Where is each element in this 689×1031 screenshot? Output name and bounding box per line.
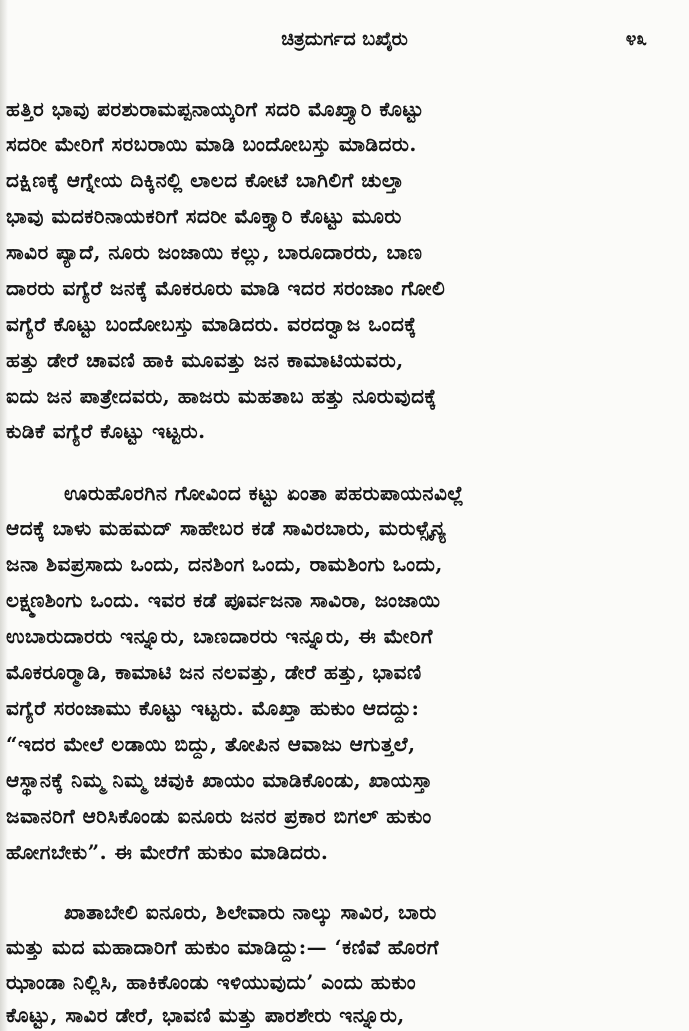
- text-line: ಹತ್ತಿರ ಭಾವು ಪರಶುರಾಮಪ್ಪನಾಯ್ಕರಿಗೆ ಸದರಿ ಮೊಖ್ತ್ಯಾರಿ ಕೊಟ್ಟು: [6, 97, 424, 121]
- text-line: ಮತ್ತು ಮದ ಮಹಾದಾರಿಗೆ ಹುಕುಂ ಮಾಡಿದ್ದು:— ‘ಕಣಿವೆ ಹೊರಗೆ: [6, 935, 439, 959]
- page-header: [0, 28, 689, 58]
- text-line: ವಗ್ಯೆರೆ ಸರಂಜಾಮು ಕೊಟ್ಟು ಇಟ್ಟರು. ಮೊಖ್ತಾ ಹುಕುಂ ಆದದ್ದು:: [6, 696, 420, 720]
- running-title: ಚಿತ್ರದುರ್ಗದ ಬಖೈರು: [281, 28, 408, 50]
- text-line: ಆದಕ್ಕೆ ಬಾಳು ಮಹಮದ್ ಸಾಹೇಬರ ಕಡೆ ಸಾವಿರಬಾರು, ಮರುಳ್ಸೈನ್ಯ: [6, 516, 447, 540]
- text-line: ಜನಾ ಶಿವಪ್ರಸಾದು ಒಂದು, ದನಶಿಂಗ ಒಂದು, ರಾಮಶಿಂಗು ಒಂದು,: [6, 552, 443, 576]
- text-line: ಆಸ್ಥಾನಕ್ಕೆ ನಿಮ್ಮ ನಿಮ್ಮ ಚವುಕಿ ಖಾಯಂ ಮಾಡಿಕೊಂಡು, ಖಾಯಸ್ತಾ: [6, 768, 433, 792]
- text-line: “ಇದರ ಮೇಲೆ ಲಡಾಯಿ ಬಿದ್ದು, ತೋಪಿನ ಆವಾಜು ಆಗುತ್ತಲೆ,: [6, 732, 416, 756]
- text-line: ಉಬಾರುದಾರರು ಇನ್ನೂರು, ಬಾಣದಾರರು ಇನ್ನೂರು, ಈ ಮೇರಿಗೆ: [6, 624, 433, 648]
- text-line: ಸಾವಿರ ಪ್ಯಾದೆ, ನೂರು ಜಂಜಾಯಿ ಕಲ್ಲು, ಬಾರೂದಾರರು, ಬಾಣ: [6, 240, 423, 264]
- text-line: ದಕ್ಷಿಣಕ್ಕೆ ಆಗ್ನೇಯ ದಿಕ್ಕಿನಲ್ಲಿ ಲಾಲದ ಕೋಟೆ ಬಾಗಿಲಿಗೆ ಚುಲ್ತಾ: [6, 168, 405, 192]
- text-line: ಖಾತಾಬೇಲಿ ಐನೂರು, ಶಿಲೇವಾರು ನಾಲ್ಕು ಸಾವಿರ, ಬಾರು: [64, 900, 437, 924]
- text-line: ಹೋಗಬೇಕು”. ಈ ಮೇರೆಗೆ ಹುಕುಂ ಮಾಡಿದರು.: [6, 840, 329, 864]
- page-number: ೪೩: [625, 28, 647, 50]
- text-line: ಕೊಟ್ಟು, ಸಾವಿರ ಡೇರೆ, ಭಾವಣಿ ಮತ್ತು ಪಾರಶೇರು ಇನ್ನೂರು,: [6, 1003, 405, 1027]
- text-line: ಕುಡಿಕೆ ವಗ್ಯೆರೆ ಕೊಟ್ಟು ಇಟ್ಟರು.: [6, 419, 206, 443]
- text-line: ಝಾಂಡಾ ನಿಲ್ಲಿಸಿ, ಹಾಕಿಕೊಂಡು ಇಳಿಯುವುದು’ ಎಂದು ಹುಕುಂ: [6, 970, 417, 994]
- text-line: ವಗ್ಯೆರೆ ಕೊಟ್ಟು ಬಂದೋಬಸ್ತು ಮಾಡಿದರು. ವರದರ್‍ವಾಜ ಒಂದಕ್ಕೆ: [6, 312, 417, 336]
- text-line: ಭಾವು ಮದಕರಿನಾಯಕರಿಗೆ ಸದರೀ ಮೊಕ್ತ್ಯಾರಿ ಕೊಟ್ಟು ಮೂರು: [6, 204, 402, 228]
- text-line: ಮೊಕರೂರ್‍ಮಾಡಿ, ಕಾಮಾಟಿ ಜನ ನಲವತ್ತು, ಡೇರೆ ಹತ್ತು, ಭಾವಣಿ: [6, 660, 422, 684]
- text-line: ಐದು ಜನ ಪಾತ್ರೇದವರು, ಹಾಜರು ಮಹತಾಬ ಹತ್ತು ನೂರುವುದಕ್ಕೆ: [6, 384, 437, 408]
- text-line: ಹತ್ತು ಡೇರೆ ಚಾವಣಿ ಹಾಕಿ ಮೂವತ್ತು ಜನ ಕಾಮಾಟಿಯವರು,: [6, 348, 404, 372]
- text-line: ಲಕ್ಷ್ಮಣಶಿಂಗು ಒಂದು. ಇವರ ಕಡೆ ಪೂರ್ವಜನಾ ಸಾವಿರಾ, ಜಂಜಾಯಿ: [6, 588, 441, 612]
- text-line: ಸದರೀ ಮೇರಿಗೆ ಸರಬರಾಯಿ ಮಾಡಿ ಬಂದೋಬಸ್ತು ಮಾಡಿದರು.: [6, 132, 417, 156]
- text-line: ಊರುಹೊರಗಿನ ಗೋವಿಂದ ಕಟ್ಟು ಏಂತಾ ಪಹರುಪಾಯನವಿಲ್ಲೆ: [64, 481, 465, 505]
- text-line: ಜವಾನರಿಗೆ ಆರಿಸಿಕೊಂಡು ಐನೂರು ಜನರ ಪ್ರಕಾರ ಬಿಗಲ್ ಹುಕುಂ: [6, 804, 432, 828]
- text-line: ದಾರರು ವಗ್ಯೆರೆ ಜನಕ್ಕೆ ಮೊಕರೂರು ಮಾಡಿ ಇದರ ಸರಂಜಾಂ ಗೋಲಿ: [6, 276, 446, 300]
